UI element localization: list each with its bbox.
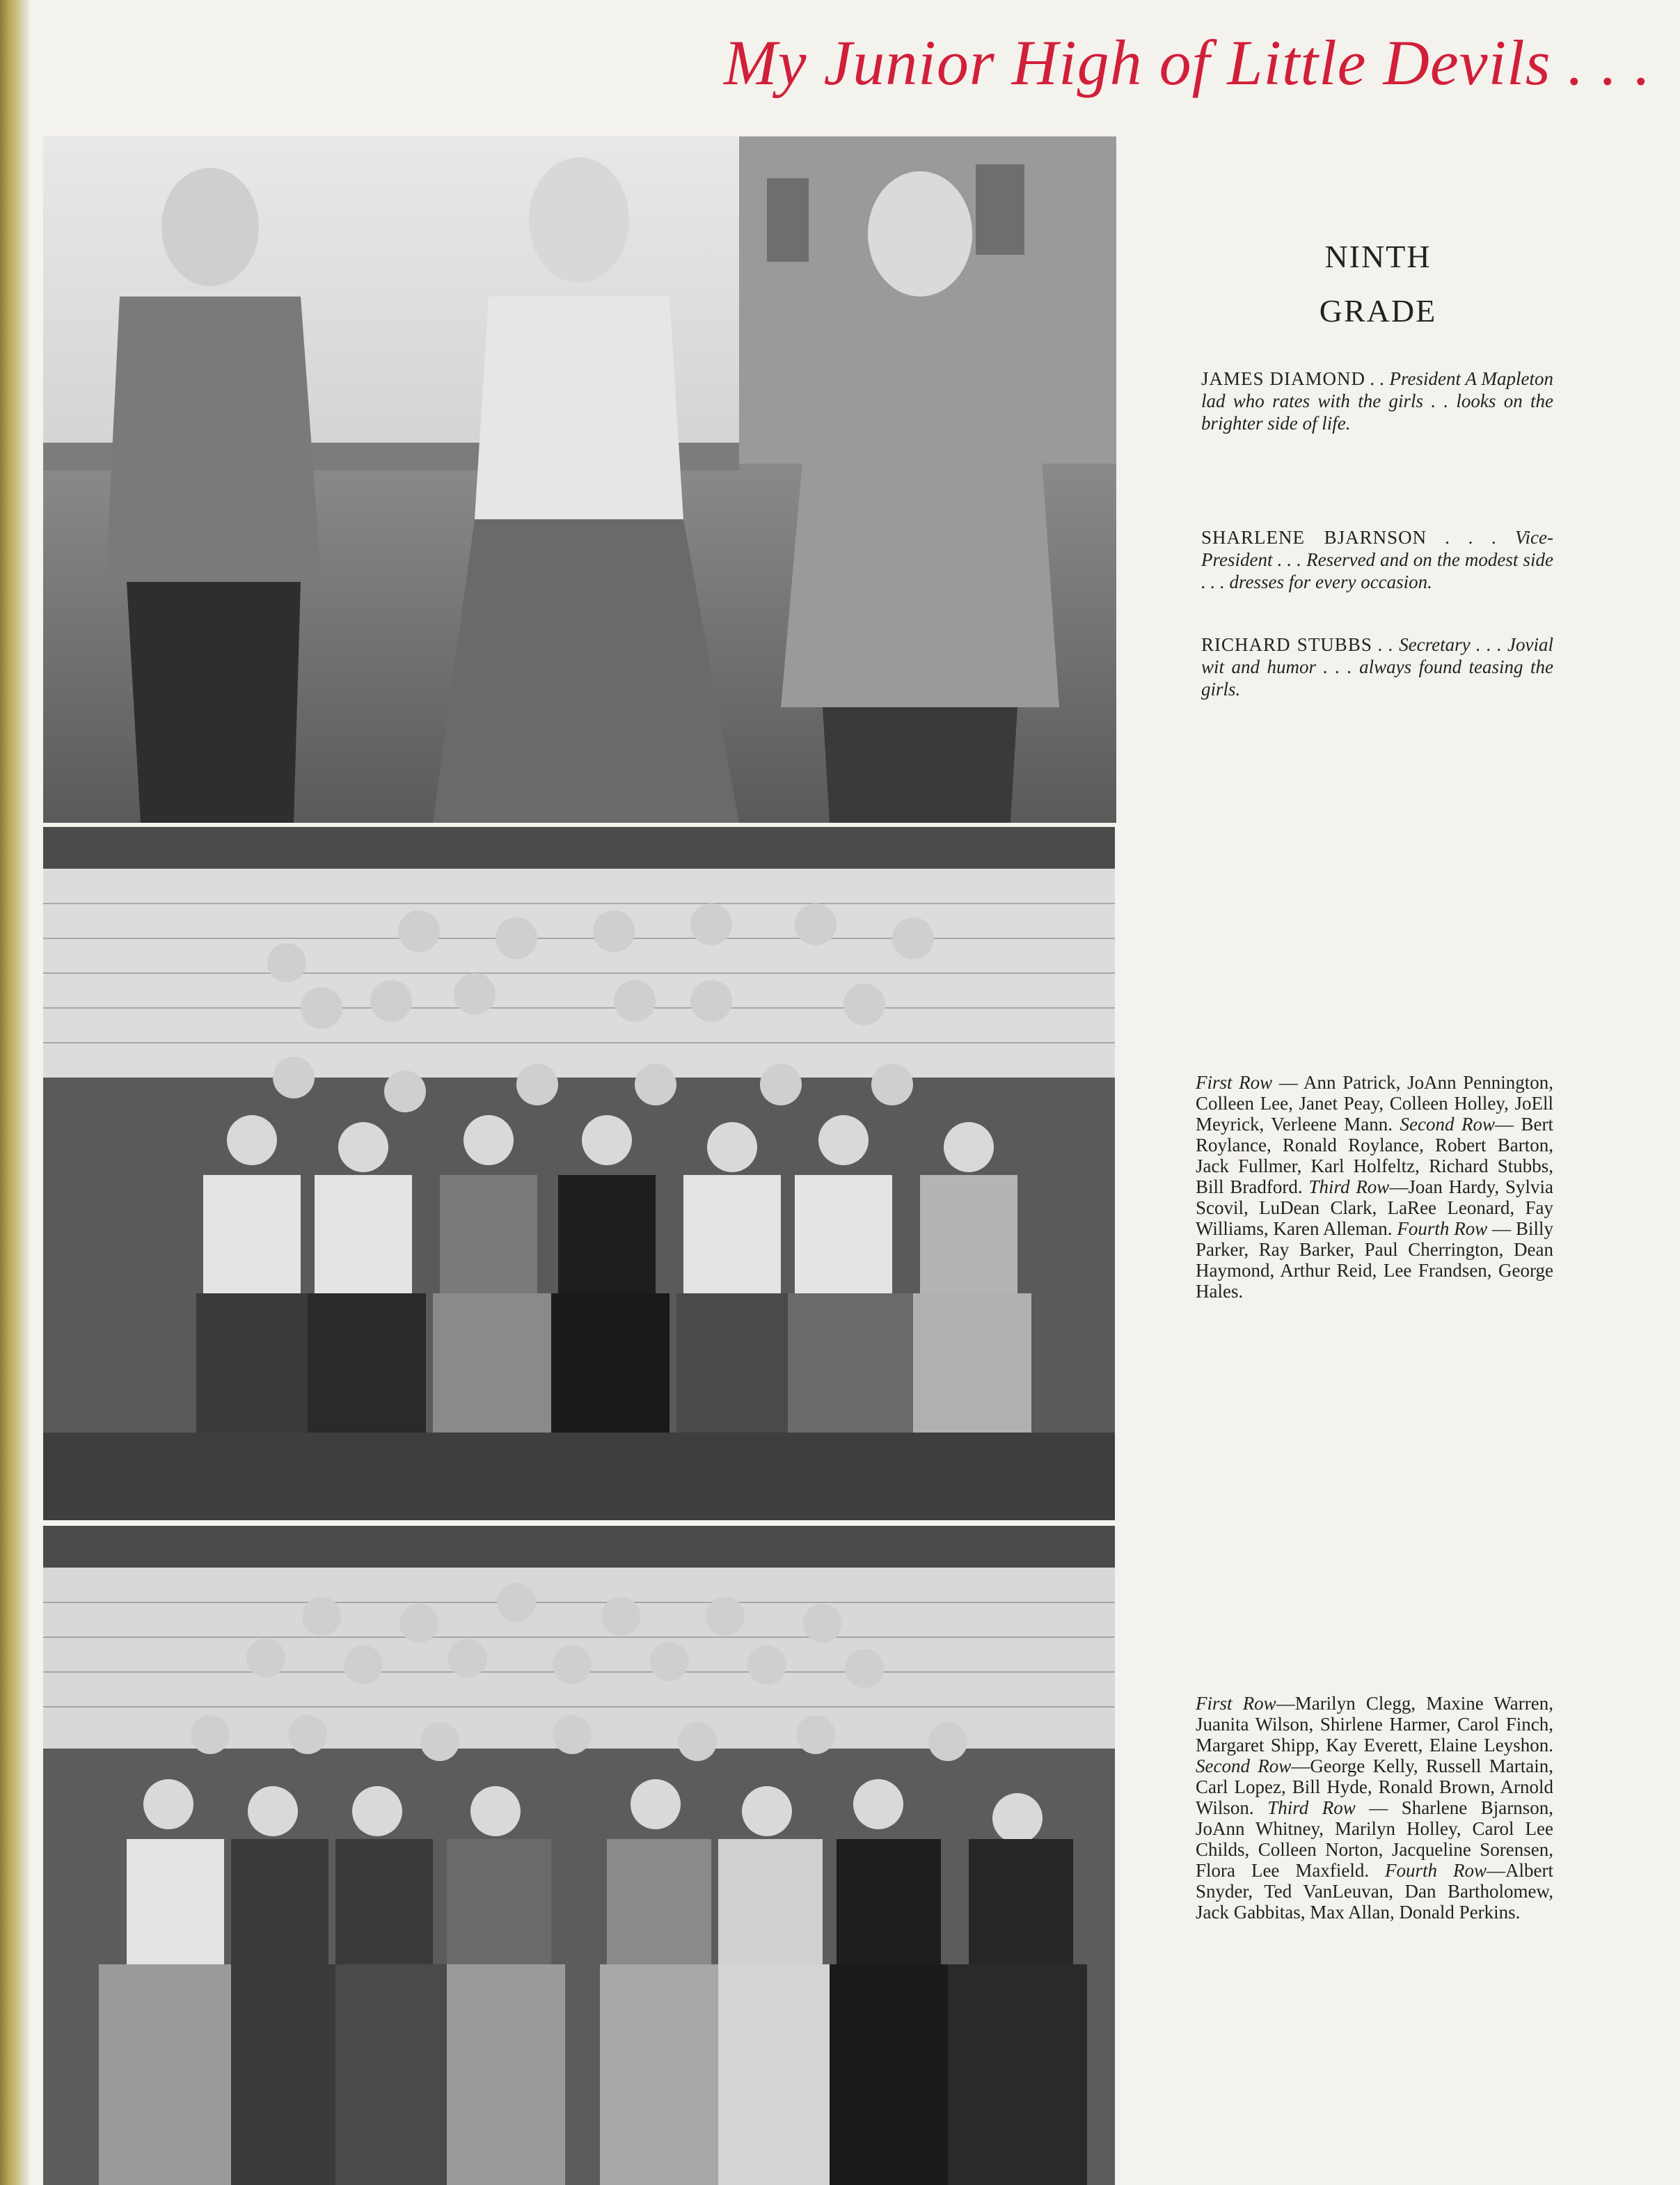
class-officers-photo	[43, 136, 1116, 823]
officer-secretary	[1201, 633, 1553, 700]
section-heading-ninth: NINTH	[1324, 239, 1432, 274]
group-photo-2-caption	[1196, 1693, 1553, 1923]
book-binding	[0, 0, 19, 2185]
page-gutter	[19, 0, 29, 2185]
row-label: First Row	[1196, 1072, 1273, 1093]
row-label: Third Row	[1308, 1176, 1390, 1197]
officer-description: . . . Vice-President . . . Reserved and on the modest side . . . dresses for every occasion.	[1201, 527, 1553, 592]
row-label: Second Row	[1400, 1114, 1495, 1135]
row-names: — Bert Roylance, Ronald Roylance, Robert Barton, Jack Fullmer, Karl Holfeltz, Richard Stubbs, Bill Bradford.	[1196, 1114, 1553, 1197]
officer-vice-president	[1201, 526, 1553, 593]
officer-name: RICHARD STUBBS	[1201, 634, 1372, 655]
page-title: My Junior High of Little Devils . . .	[724, 27, 1651, 98]
row-names: — Billy Parker, Ray Barker, Paul Cherrington, Dean Haymond, Arthur Reid, Lee Frandsen, George Hales.	[1196, 1218, 1553, 1302]
row-names: —Marilyn Clegg, Maxine Warren, Juanita Wilson, Shirlene Harmer, Carol Finch, Margaret Shipp, Kay Everett, Elaine Leyshon.	[1196, 1693, 1553, 1756]
group-photo-2	[43, 1526, 1115, 2185]
section-heading-grade: GRADE	[1319, 293, 1437, 329]
row-names: —Albert Snyder, Ted VanLeuvan, Dan Bartholomew, Jack Gabbitas, Max Allan, Donald Perkins.	[1196, 1860, 1553, 1923]
row-label: Fourth Row	[1385, 1860, 1487, 1881]
row-names: —Joan Hardy, Sylvia Scovil, LuDean Clark, LaRee Leonard, Fay Williams, Karen Alleman.	[1196, 1176, 1553, 1239]
group-photo-1-caption	[1196, 1072, 1553, 1302]
row-names: —George Kelly, Russell Martain, Carl Lopez, Bill Hyde, Ronald Brown, Arnold Wilson.	[1196, 1756, 1553, 1818]
row-label: First Row	[1196, 1693, 1276, 1714]
officer-description: . . Secretary . . . Jovial wit and humor . . . always found teasing the girls.	[1201, 634, 1553, 700]
officer-name: SHARLENE BJARNSON	[1201, 527, 1427, 548]
officer-description: . . President A Mapleton lad who rates with the girls . . looks on the brighter side of life.	[1201, 368, 1553, 434]
row-label: Fourth Row	[1397, 1218, 1488, 1239]
group-photo-1	[43, 827, 1115, 1520]
row-label: Second Row	[1196, 1756, 1292, 1776]
row-names: — Ann Patrick, JoAnn Pennington, Colleen Lee, Janet Peay, Colleen Holley, JoEll Meyrick, Verleene Mann.	[1196, 1072, 1554, 1135]
row-label: Third Row	[1267, 1797, 1356, 1818]
officer-name: JAMES DIAMOND	[1201, 368, 1366, 389]
row-names: — Sharlene Bjarnson, JoAnn Whitney, Marilyn Holley, Carol Lee Childs, Colleen Norton, Jacqueline Sorensen, Flora Lee Maxfield.	[1196, 1797, 1553, 1881]
officer-president	[1201, 368, 1553, 434]
